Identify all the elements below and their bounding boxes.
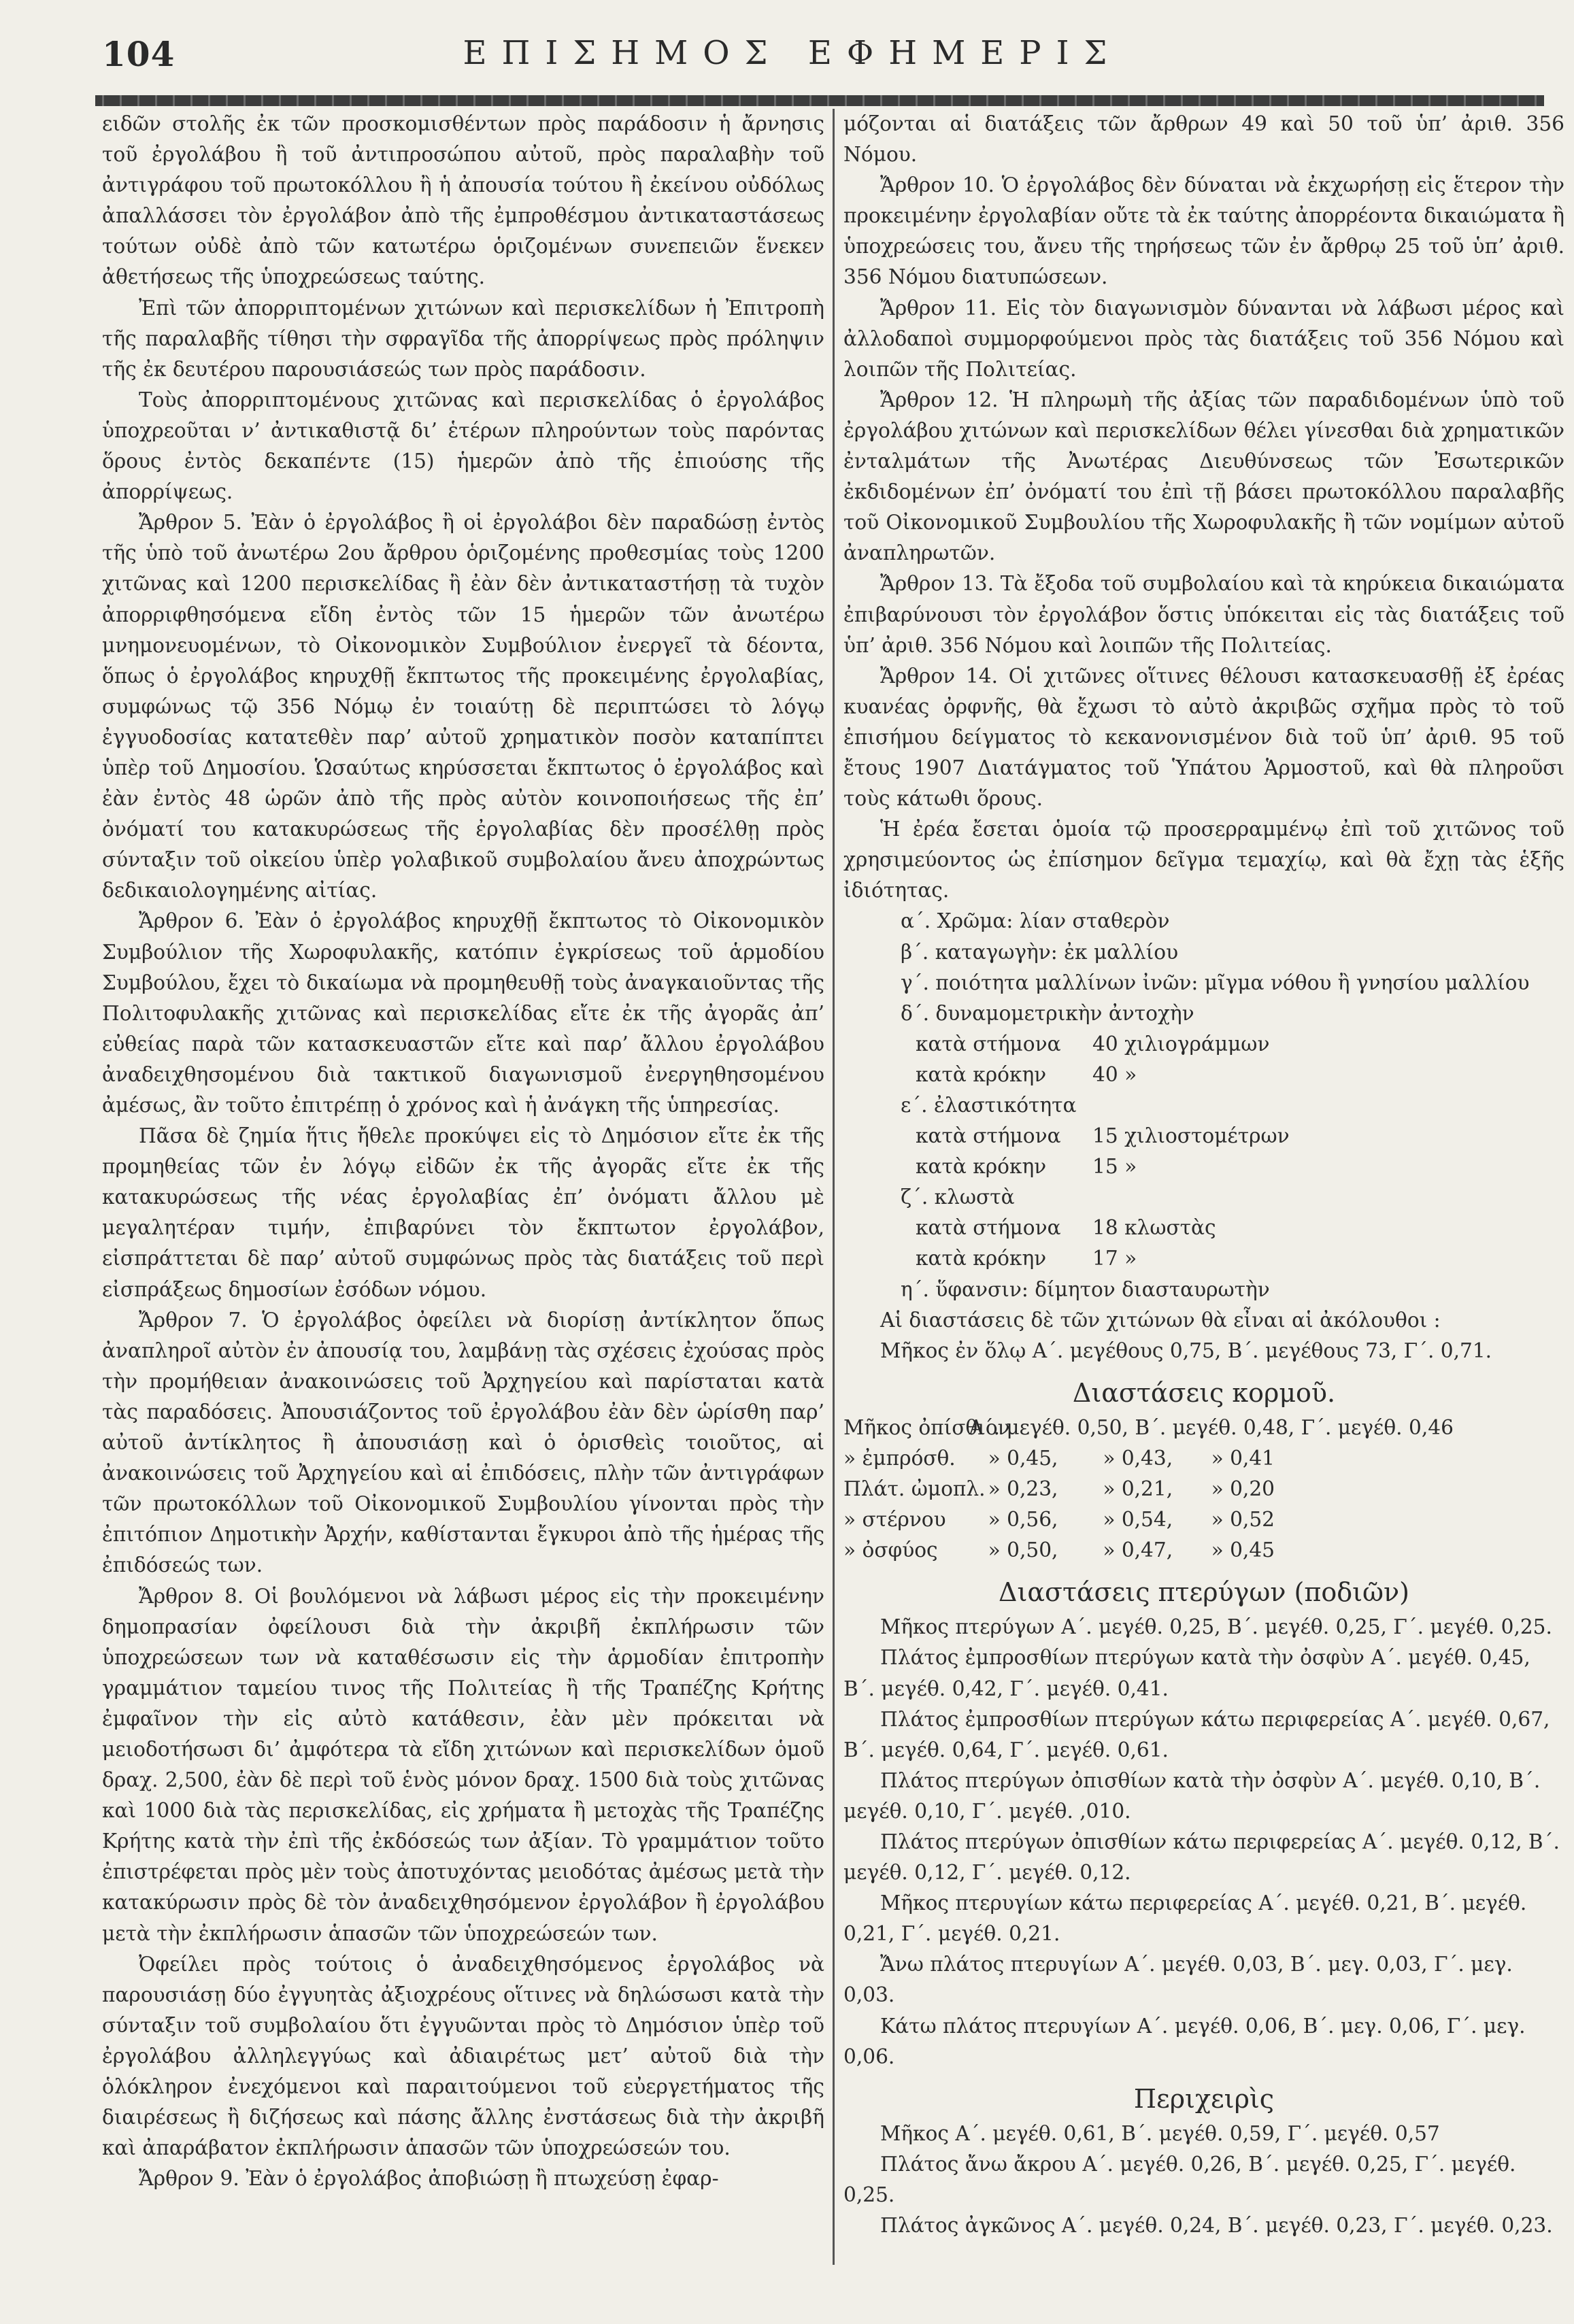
size-a-value: » 0,23, <box>988 1477 1058 1501</box>
article-11: Ἄρθρον 11. Εἰς τὸν διαγωνισμὸν δύνανται νὰ λάβωσι μέρος καὶ ἀλλοδαποὶ συμμορφούμενοι πρὸς τὰς διατάξεις τοῦ 356 Νόμου καὶ λοιπῶν τῆς Πολιτείας. <box>843 296 1564 381</box>
article-10: Ἄρθρον 10. Ὁ ἐργολάβος δὲν δύναται νὰ ἐκχωρήσῃ εἰς ἕτερον τὴν προκειμένην ἐργολαβίαν οὔτε τὰ ἐκ ταύτης ἀπορρέοντα δικαιώματα ἢ ὑποχρεώσεις του, ἄνευ τῆς τηρήσεως τῶν ἐν ἄρθρῳ 25 τοῦ ὑπ’ ἀριθ. 356 Νόμου διατυπώσεων. <box>843 173 1564 289</box>
left-column <box>102 109 824 2306</box>
table-row <box>843 1443 1564 1474</box>
size-c-value: » 0,20 <box>1211 1477 1275 1501</box>
size-c-value: » 0,41 <box>1211 1446 1275 1470</box>
spec-value: 15 » <box>1092 1155 1137 1179</box>
size-c-value: Γ΄. μεγέθ. 0,46 <box>1301 1415 1454 1439</box>
article-8: Ἄρθρον 8. Οἱ βουλόμενοι νὰ λάβωσι μέρος εἰς τὴν προκειμένην δημοπρασίαν ὀφείλουσι διὰ τὴν ἀκριβῆ ἐκπλήρωσιν τῶν ὑποχρεώσεων των νὰ καταθέσωσιν εἰς τὴν ἁρμοδίαν ἐπιτροπὴν γραμμάτιον ταμείου τινος τῆς Πολιτείας ἢ τῆς Τραπέζης Κρήτης ἐμφαῖνον τὴν εἰς αὐτὸ κατάθεσιν, ἐὰν μὲν πρόκειται νὰ μειοδοτήσωσι δι’ ἀμφότερα τὰ εἴδη χιτώνων καὶ περισκελίδων ὁμοῦ δραχ. 2,500, ἐὰν δὲ περὶ τοῦ ἑνὸς μόνον δραχ. 1500 διὰ τοὺς χιτῶνας καὶ 1000 διὰ τὰς περισκελίδας, εἰς χρήματα ἢ μετοχὰς τῆς Τραπέζης Κρήτης κατὰ τὴν ἐπὶ τῆς ἐκδόσεώς των ἀξίαν. Τὸ γραμμάτιον τοῦτο ἐπιστρέφεται πρὸς μὲν τοὺς ἀποτυχόντας μειοδότας ἀμέσως μετὰ τὴν κατακύρωσιν πρὸς δὲ τὸν ἀναδειχθησόμενον ἐργολάβον ἢ ἐργολάβου μετὰ τὴν ἐκπλήρωσιν ἁπασῶν τῶν ὑποχρεώσεών των. <box>102 1584 824 1945</box>
size-a-value: » 0,45, <box>988 1446 1058 1470</box>
spec-label: κατὰ κρόκην <box>916 1155 1047 1179</box>
spec-row <box>843 1029 1564 1060</box>
cuff-dimension-line: Πλάτος ἄνω ἄκρου Α΄. μεγέθ. 0,26, Β΄. μεγέθ. 0,25, Γ΄. μεγέθ. 0,25. <box>843 2152 1516 2206</box>
spec-row <box>843 1121 1564 1151</box>
spec-weave: η΄. ὕφανσιν: δίμητον διασταυρωτὴν <box>901 1277 1270 1301</box>
size-b-value: Β΄. μεγέθ. 0,48, <box>1135 1415 1295 1439</box>
fabric-specs <box>843 906 1564 1304</box>
paragraph: Ἡ ἐρέα ἔσεται ὁμοία τῷ προσερραμμένῳ ἐπὶ τοῦ χιτῶνος τοῦ χρησιμεύοντος ὡς ἐπίσημον δεῖγμα τεμαχίῳ, καὶ θὰ ἔχῃ τὰς ἑξῆς ἰδιότητας. <box>843 818 1564 903</box>
size-a-value: Α΄. μεγέθ. 0,50, <box>969 1415 1128 1439</box>
column-divider <box>833 109 835 2265</box>
spec-value: 15 χιλιοστομέτρων <box>1092 1124 1290 1148</box>
paragraph: Ὀφείλει πρὸς τούτοις ὁ ἀναδειχθησόμενος ἐργολάβος νὰ παρουσιάσῃ δύο ἐγγυητὰς ἀξιοχρέους οἵτινες νὰ δηλώσωσι κατὰ τὴν σύνταξιν τοῦ συμβολαίου ὅτι ἐγγυῶνται πρὸς τὸ Δημόσιον ὑπὲρ τοῦ ἐργολάβου ἀλληλεγγύως καὶ ἀδιαιρέτως μετ’ αὐτοῦ διὰ τὴν ὁλόκληρον ἐνεχόμενοι καὶ παραιτούμενοι τοῦ εὐεργετήματος τῆς διαιρέσεως ἢ διζήσεως καὶ πάσης ἄλλης ἐνστάσεως διὰ τὴν ἀκριβῆ καὶ ἀπαράβατον ἐκπλήρωσιν ἁπασῶν τῶν ὑποχρεώσεών του. <box>102 1952 824 2160</box>
spec-label: κατὰ στήμονα <box>916 1124 1061 1148</box>
cuff-dimension-line: Μῆκος Α΄. μεγέθ. 0,61, Β΄. μεγέθ. 0,59, Γ΄. μεγέθ. 0,57 <box>880 2121 1440 2145</box>
sleeve-dimension-line: Πλάτος ἐμπροσθίων πτερύγων κάτω περιφερείας Α΄. μεγέθ. 0,67, Β΄. μεγέθ. 0,64, Γ΄. μεγέθ. 0,61. <box>843 1707 1550 1762</box>
spec-row <box>843 1243 1564 1274</box>
spec-color: α΄. Χρῶμα: λίαν σταθερὸν <box>901 909 1170 933</box>
paragraph: Ἐπὶ τῶν ἀπορριπτομένων χιτώνων καὶ περισκελίδων ἡ Ἐπιτροπὴ τῆς παραλαβῆς τίθησι τὴν σφραγῖδα τῆς ἀπορρίψεως πρὸς πρόληψιν τῆς ἐκ δευτέρου παρουσιάσεώς των πρὸς παράδοσιν. <box>102 296 824 381</box>
table-row <box>843 1504 1564 1535</box>
spec-elasticity: ε΄. ἐλαστικότητα <box>901 1094 1077 1117</box>
spec-value: 40 χιλιογράμμων <box>1092 1032 1270 1056</box>
spec-origin: β΄. καταγωγὴν: ἐκ μαλλίου <box>901 940 1179 964</box>
article-14: Ἄρθρον 14. Οἱ χιτῶνες οἵτινες θέλουσι κατασκευασθῇ ἐξ ἐρέας κυανέας ὀρφνῆς, θὰ ἔχωσι τὸ αὐτὸ ἀκριβῶς σχῆμα πρὸς τὸ τοῦ ἐπισήμου δείγματος τὸ κεκανονισμένον διὰ τοῦ ὑπ’ ἀριθ. 95 τοῦ ἔτους 1907 Διατάγματος τοῦ Ὑπάτου Ἁρμοστοῦ, καὶ θὰ πληροῦσι τοὺς κάτωθι ὅρους. <box>843 664 1564 811</box>
cuff-title: Περιχειρὶς <box>1133 2083 1275 2114</box>
paragraph: Πᾶσα δὲ ζημία ἥτις ἤθελε προκύψει εἰς τὸ Δημόσιον εἴτε ἐκ τῆς προμηθείας τῶν ἐν λόγῳ εἰδῶν ἐκ τῆς ἀγορᾶς εἴτε ἐκ τῆς κατακυρώσεως τῆς νέας ἐργολαβίας ἐπ’ ὀνόματι ἄλλου μὲ μεγαλητέραν τιμήν, ἐπιβαρύνει τὸν ἔκπτωτον ἐργολάβον, εἰσπράττεται δὲ παρ’ αὐτοῦ συμφώνως πρὸς τὰς διατάξεις τοῦ περὶ εἰσπράξεως δημοσίων ἐσόδων νόμου. <box>102 1124 824 1301</box>
sleeve-dimension-line: Κάτω πλάτος πτερυγίων Α΄. μεγέθ. 0,06, Β΄. μεγ. 0,06, Γ΄. μεγ. 0,06. <box>843 2014 1526 2068</box>
sleeve-dimension-line: Ἄνω πλάτος πτερυγίων Α΄. μεγέθ. 0,03, Β΄. μεγ. 0,03, Γ΄. μεγ. 0,03. <box>843 1953 1513 2007</box>
sleeve-dimension-line: Πλάτος πτερύγων ὀπισθίων κατὰ τὴν ὀσφὺν Α΄. μεγέθ. 0,10, Β΄. μεγέθ. 0,10, Γ΄. μεγέθ. ,010. <box>843 1768 1541 1823</box>
right-column <box>843 109 1564 2306</box>
paragraph: ειδῶν στολῆς ἐκ τῶν προσκομισθέντων πρὸς παράδοσιν ἡ ἄρνησις τοῦ ἐργολάβου ἢ τοῦ ἀντιπροσώπου αὐτοῦ, πρὸς παραλαβὴν τοῦ ἀντιγράφου τοῦ πρωτοκόλλου ἢ ἡ ἀπουσία τούτου ἢ ἐκείνου οὐδόλως ἀπαλλάσσει τὸν ἐργολάβον ἀπὸ τῆς ἐμπροθέσμου ἀντικαταστάσεως τούτων οὐδὲ ἀπὸ τῶν κατωτέρω ὁριζομένων συνεπειῶν ἕνεκεν ἀθετήσεως τῆς ὑποχρεώσεως ταύτης. <box>102 112 824 289</box>
size-b-value: » 0,47, <box>1103 1538 1173 1562</box>
spec-row <box>843 1151 1564 1182</box>
sleeve-dimension-line: Πλάτος πτερύγων ὀπισθίων κάτω περιφερείας Α΄. μεγέθ. 0,12, Β΄. μεγέθ. 0,12, Γ΄. μεγέθ. 0,12. <box>843 1830 1560 1885</box>
spec-value: 40 » <box>1092 1062 1137 1086</box>
row-label: Μῆκος ὀπίσθιον <box>843 1415 1010 1439</box>
row-label: Πλάτ. ὠμοπλ. <box>843 1477 986 1501</box>
table-row <box>843 1413 1564 1443</box>
page-header <box>68 27 1517 95</box>
header-rule <box>95 95 1544 106</box>
torso-dimensions-title: Διαστάσεις κορμοῦ. <box>1072 1377 1336 1408</box>
page-number: 104 <box>102 34 175 74</box>
paragraph: μόζονται αἱ διατάξεις τῶν ἄρθρων 49 καὶ 50 τοῦ ὑπ’ ἀριθ. 356 Νόμου. <box>843 112 1564 167</box>
spec-label: κατὰ κρόκην <box>916 1247 1047 1270</box>
article-12: Ἄρθρον 12. Ἡ πληρωμὴ τῆς ἀξίας τῶν παραδιδομένων ὑπὸ τοῦ ἐργολάβου χιτώνων καὶ περισκελίδων θέλει γίνεσθαι διὰ χρηματικῶν ἐνταλμάτων τῆς Ἀνωτέρας Διευθύνσεως τῶν Ἐσωτερικῶν ἐκδιδομένων ἐπ’ ὀνόματί του ἐπὶ τῇ βάσει πρωτοκόλλου παραλαβῆς τοῦ Οἰκονομικοῦ Συμβουλίου τῆς Χωροφυλακῆς ἢ τῶν νομίμων αὐτοῦ ἀναπληρωτῶν. <box>843 388 1564 565</box>
table-row <box>843 1474 1564 1504</box>
table-row <box>843 1535 1564 1566</box>
spec-label: κατὰ κρόκην <box>916 1062 1047 1086</box>
cuff-dimension-line: Πλάτος ἀγκῶνος Α΄. μεγέθ. 0,24, Β΄. μεγέθ. 0,23, Γ΄. μεγέθ. 0,23. <box>880 2214 1553 2237</box>
dimensions-intro: Αἱ διαστάσεις δὲ τῶν χιτώνων θὰ εἶναι αἱ ἀκόλουθοι : <box>880 1308 1441 1332</box>
spec-fiber-quality: γ΄. ποιότητα μαλλίνων ἰνῶν: μῖγμα νόθου ἢ γνησίου μαλλίου <box>901 971 1530 994</box>
spec-value: 18 κλωστὰς <box>1092 1216 1216 1240</box>
row-label: » ὀσφύος <box>843 1538 938 1562</box>
article-5: Ἄρθρον 5. Ἐὰν ὁ ἐργολάβος ἢ οἱ ἐργολάβοι δὲν παραδώσῃ ἐντὸς τῆς ὑπὸ τοῦ ἀνωτέρω 2ου ἄρθρου ὁριζομένης προθεσμίας τοὺς 1200 χιτῶνας καὶ 1200 περισκελίδας ἢ ἐὰν δὲν ἀντικαταστήσῃ τὰ τυχὸν ἀπορριφθησόμενα εἴδη ἐντὸς τῶν 15 ἡμερῶν τῶν ἀνωτέρω μνημονευομένων, τὸ Οἰκονομικὸν Συμβούλιον ἐνεργεῖ τὰ δέοντα, ὅπως ὁ ἐργολάβος κηρυχθῇ ἔκπτωτος τῆς προκειμένης ἐργολαβίας, συμφώνως τῷ 356 Νόμῳ ἐν τοιαύτῃ δὲ περιπτώσει τὸ λόγῳ ἐγγυοδοσίας κατατεθὲν παρ’ αὐτοῦ χρηματικὸν ποσὸν καταπίπτει ὑπὲρ τοῦ Δημοσίου. Ὡσαύτως κηρύσσεται ἔκπτωτος ὁ ἐργολάβος καὶ ἐὰν ἐντὸς 48 ὡρῶν ἀπὸ τῆς πρὸς αὐτὸν κοινοποιήσεως τῆς ἐπ’ ὀνόματί του κατακυρώσεως τῆς ἐργολαβίας δὲν προσέλθῃ πρὸς σύνταξιν τοῦ οἰκείου ὑπὲρ γολαβικοῦ συμβολαίου ἄνευ ἀποχρώντως δεδικαιολογημένης αἰτίας. <box>102 511 824 903</box>
sleeve-dimension-line: Μῆκος πτερυγίων κάτω περιφερείας Α΄. μεγέθ. 0,21, Β΄. μεγέθ. 0,21, Γ΄. μεγέθ. 0,21. <box>843 1891 1527 1946</box>
article-9: Ἄρθρον 9. Ἐὰν ὁ ἐργολάβος ἀποβιώσῃ ἢ πτωχεύσῃ ἐφαρ- <box>139 2167 719 2191</box>
size-c-value: » 0,45 <box>1211 1538 1275 1562</box>
size-b-value: » 0,54, <box>1103 1508 1173 1532</box>
spec-row <box>843 1060 1564 1090</box>
sleeve-dimensions-title: Διαστάσεις πτερύγων (ποδιῶν) <box>999 1577 1409 1608</box>
spec-strength: δ΄. δυναμομετρικὴν ἀντοχὴν <box>901 1001 1194 1025</box>
sleeve-dimension-line: Πλάτος ἐμπροσθίων πτερύγων κατὰ τὴν ὀσφὺν Α΄. μεγέθ. 0,45, Β΄. μεγέθ. 0,42, Γ΄. μεγέθ. 0,41. <box>843 1646 1530 1700</box>
size-c-value: » 0,52 <box>1211 1508 1275 1532</box>
size-a-value: » 0,56, <box>988 1508 1058 1532</box>
row-label: » ἐμπρόσθ. <box>843 1446 956 1470</box>
spec-row <box>843 1213 1564 1243</box>
row-label: » στέρνου <box>843 1508 946 1532</box>
paragraph: Τοὺς ἀπορριπτομένους χιτῶνας καὶ περισκελίδας ὁ ἐργολάβος ὑποχρεοῦται ν’ ἀντικαθιστᾷ δι’ ἑτέρων πληρούντων τοὺς παρόντας ὅρους ἐντὸς δεκαπέντε (15) ἡμερῶν ἀπὸ τῆς ἐπιούσης τῆς ἀπορρίψεως. <box>102 388 824 504</box>
spec-label: κατὰ στήμονα <box>916 1032 1061 1056</box>
spec-value: 17 » <box>1092 1247 1137 1270</box>
sleeve-dimension-line: Μῆκος πτερύγων Α΄. μεγέθ. 0,25, Β΄. μεγέθ. 0,25, Γ΄. μεγέθ. 0,25. <box>880 1615 1552 1639</box>
spec-label: κατὰ στήμονα <box>916 1216 1061 1240</box>
total-length: Μῆκος ἐν ὅλῳ Α΄. μεγέθους 0,75, Β΄. μεγέθους 73, Γ΄. 0,71. <box>880 1338 1492 1362</box>
spec-threads: ζ΄. κλωστὰ <box>901 1185 1015 1209</box>
torso-dimensions-table <box>843 1413 1564 1566</box>
size-b-value: » 0,21, <box>1103 1477 1173 1501</box>
article-13: Ἄρθρον 13. Τὰ ἔξοδα τοῦ συμβολαίου καὶ τὰ κηρύκεια δικαιώματα ἐπιβαρύνουσι τὸν ἐργολάβον ὅστις ὑπόκειται εἰς τὰς διατάξεις τοῦ ὑπ’ ἀριθ. 356 Νόμου καὶ λοιπῶν τῆς Πολιτείας. <box>843 572 1564 657</box>
size-a-value: » 0,50, <box>988 1538 1058 1562</box>
article-7: Ἄρθρον 7. Ὁ ἐργολάβος ὀφείλει νὰ διορίσῃ ἀντίκλητον ὅπως ἀναπληροῖ αὐτὸν ἐν ἀπουσίᾳ του, λαμβάνῃ τὰς σχέσεις ἐχούσας πρὸς τὴν προμήθειαν ἀνακοινώσεις τοῦ Ἀρχηγείου καὶ παρίσταται κατὰ τὰς παραδόσεις. Ἀπουσιάζοντος τοῦ ἐργολάβου ἐὰν δὲν ὡρίσθη παρ’ αὐτοῦ ἀντίκλητος ἢ ἀπουσιάσῃ καὶ ὁ ὁρισθεὶς τοιοῦτος, αἱ ἀνακοινώσεις τοῦ Ἀρχηγείου καὶ αἱ ἐπιδόσεις, πλὴν τῶν ἀντιγράφων τῶν πρωτοκόλλων τοῦ Οἰκονομικοῦ Συμβουλίου γίνονται πρὸς τὴν ἐπιτόπιον Δημοτικὴν Ἀρχήν, καθίστανται ἔγκυροι ἀπὸ τῆς ἡμέρας τῆς ἐπιδόσεώς των. <box>102 1308 824 1577</box>
journal-title: ΕΠΙΣΗΜΟΣ ΕΦΗΜΕΡΙΣ <box>463 34 1122 72</box>
size-b-value: » 0,43, <box>1103 1446 1173 1470</box>
article-6: Ἄρθρον 6. Ἐὰν ὁ ἐργολάβος κηρυχθῇ ἔκπτωτος τὸ Οἰκονομικὸν Συμβούλιον τῆς Χωροφυλακῆς, κατόπιν ἐγκρίσεως τοῦ ἁρμοδίου Συμβούλου, ἔχει τὸ δικαίωμα νὰ προμηθευθῇ τοὺς ἀναγκαιοῦντας τῆς Πολιτοφυλακῆς χιτῶνας καὶ περισκελίδας εἴτε ἐκ τῆς ἀγορᾶς ἀπ’ εὐθείας παρὰ τῶν κατασκευαστῶν εἴτε καὶ παρ’ ἄλλου ἐργολάβου ἀναδειχθησομένου διὰ τακτικοῦ διαγωνισμοῦ ἐνεργηθησομένου ἀμέσως, ἂν τοῦτο ἐπιτρέπῃ ὁ χρόνος καὶ ἡ ἀνάγκη τῆς ὑπηρεσίας. <box>102 909 824 1117</box>
